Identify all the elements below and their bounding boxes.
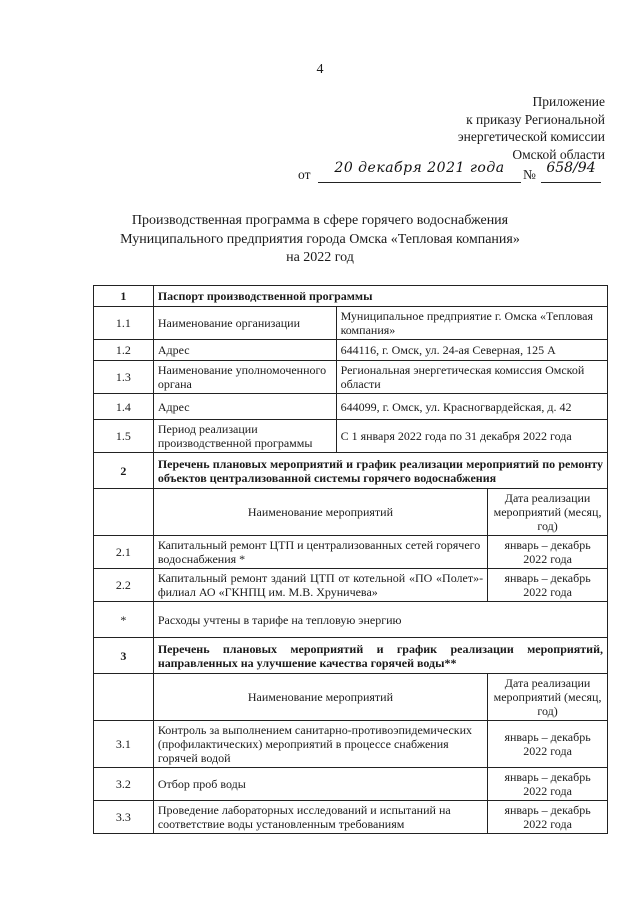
page-number: 4 — [316, 62, 324, 77]
section-2-number: 2 — [94, 453, 154, 489]
section-1-number: 1 — [94, 286, 154, 307]
row-number: 2.1 — [94, 536, 154, 569]
row-date: январь – декабрь 2022 года — [488, 801, 608, 834]
row-value: Муниципальное предприятие г. Омска «Тепловая компания» — [336, 307, 607, 340]
row-activity: Проведение лабораторных исследований и испытаний на соответствие воды установленным требованиям — [153, 801, 487, 834]
row-activity: Капитальный ремонт ЦТП и централизованных сетей горячего водоснабжения * — [153, 536, 487, 569]
note-mark: * — [94, 602, 154, 638]
appendix-line-4: Омской области — [512, 146, 605, 162]
table-row — [94, 420, 608, 453]
program-table — [93, 285, 608, 834]
row-number: 3.2 — [94, 768, 154, 801]
section-3-header: Перечень плановых мероприятий и график реализации мероприятий, направленных на улучшение качества горячей воды** — [153, 638, 607, 674]
empty-cell — [94, 489, 154, 536]
row-date: январь – декабрь 2022 года — [488, 721, 608, 768]
row-label: Адрес — [153, 394, 336, 420]
table-row — [94, 361, 608, 394]
section-2-header: Перечень плановых мероприятий и график реализации мероприятий по ремонту объектов централизованной системы горячего водоснабжения — [153, 453, 607, 489]
row-activity: Капитальный ремонт зданий ЦТП от котельной «ПО «Полет»-филиал АО «ГКНПЦ им. М.В. Хруничева» — [153, 569, 487, 602]
note-text: Расходы учтены в тарифе на тепловую энергию — [153, 602, 607, 638]
section-2-header-row — [94, 453, 608, 489]
row-label: Период реализации производственной программы — [153, 420, 336, 453]
appendix-line-2: к приказу Региональной — [466, 111, 605, 127]
row-number: 3.3 — [94, 801, 154, 834]
table-row — [94, 536, 608, 569]
section-1-header: Паспорт производственной программы — [153, 286, 607, 307]
row-label: Наименование уполномоченного органа — [153, 361, 336, 394]
number-label: № — [523, 167, 536, 182]
appendix-header — [458, 93, 605, 163]
row-number: 3.1 — [94, 721, 154, 768]
row-number: 1.2 — [94, 340, 154, 361]
title-line-2: Муниципального предприятия города Омска «Тепловая компания» — [120, 231, 520, 247]
table-row — [94, 307, 608, 340]
section-1-header-row — [94, 286, 608, 307]
row-activity: Отбор проб воды — [153, 768, 487, 801]
row-date: январь – декабрь 2022 года — [488, 768, 608, 801]
row-value: Региональная энергетическая комиссия Омской области — [336, 361, 607, 394]
column-header-name: Наименование мероприятий — [153, 674, 487, 721]
appendix-line-1: Приложение — [532, 94, 605, 109]
row-value: С 1 января 2022 года по 31 декабря 2022 года — [336, 420, 607, 453]
table-row — [94, 340, 608, 361]
row-date: январь – декабрь 2022 года — [488, 569, 608, 602]
table-row — [94, 569, 608, 602]
section-3-header-row — [94, 638, 608, 674]
row-date: январь – декабрь 2022 года — [488, 536, 608, 569]
table-row — [94, 721, 608, 768]
order-date-line — [298, 160, 616, 187]
title-line-1: Производственная программа в сфере горячего водоснабжения — [131, 213, 509, 228]
from-label: от — [298, 167, 311, 182]
column-header-name: Наименование мероприятий — [153, 489, 487, 536]
section-3-column-header-row — [94, 674, 608, 721]
handwritten-date: 20 декабря 2021 года — [318, 160, 521, 183]
row-number: 2.2 — [94, 569, 154, 602]
row-value: 644116, г. Омск, ул. 24-ая Северная, 125 А — [336, 340, 607, 361]
note-row — [94, 602, 608, 638]
empty-cell — [94, 674, 154, 721]
row-number: 1.5 — [94, 420, 154, 453]
column-header-date: Дата реализации мероприятий (месяц, год) — [488, 674, 608, 721]
section-3-number: 3 — [94, 638, 154, 674]
row-label: Адрес — [153, 340, 336, 361]
section-2-column-header-row — [94, 489, 608, 536]
row-number: 1.3 — [94, 361, 154, 394]
table-row — [94, 394, 608, 420]
column-header-date: Дата реализации мероприятий (месяц, год) — [488, 489, 608, 536]
appendix-line-3: энергетической комиссии — [457, 129, 605, 144]
row-label: Наименование организации — [153, 307, 336, 340]
row-number: 1.4 — [94, 394, 154, 420]
title-line-3: на 2022 год — [286, 250, 354, 265]
handwritten-number: 658/94 — [541, 160, 601, 183]
row-activity: Контроль за выполнением санитарно-противоэпидемических (профилактических) мероприятий в процессе снабжения горячей водой — [153, 721, 487, 768]
row-number: 1.1 — [94, 307, 154, 340]
table-row — [94, 801, 608, 834]
table-row — [94, 768, 608, 801]
document-title — [0, 212, 640, 268]
row-value: 644099, г. Омск, ул. Красногвардейская, д. 42 — [336, 394, 607, 420]
